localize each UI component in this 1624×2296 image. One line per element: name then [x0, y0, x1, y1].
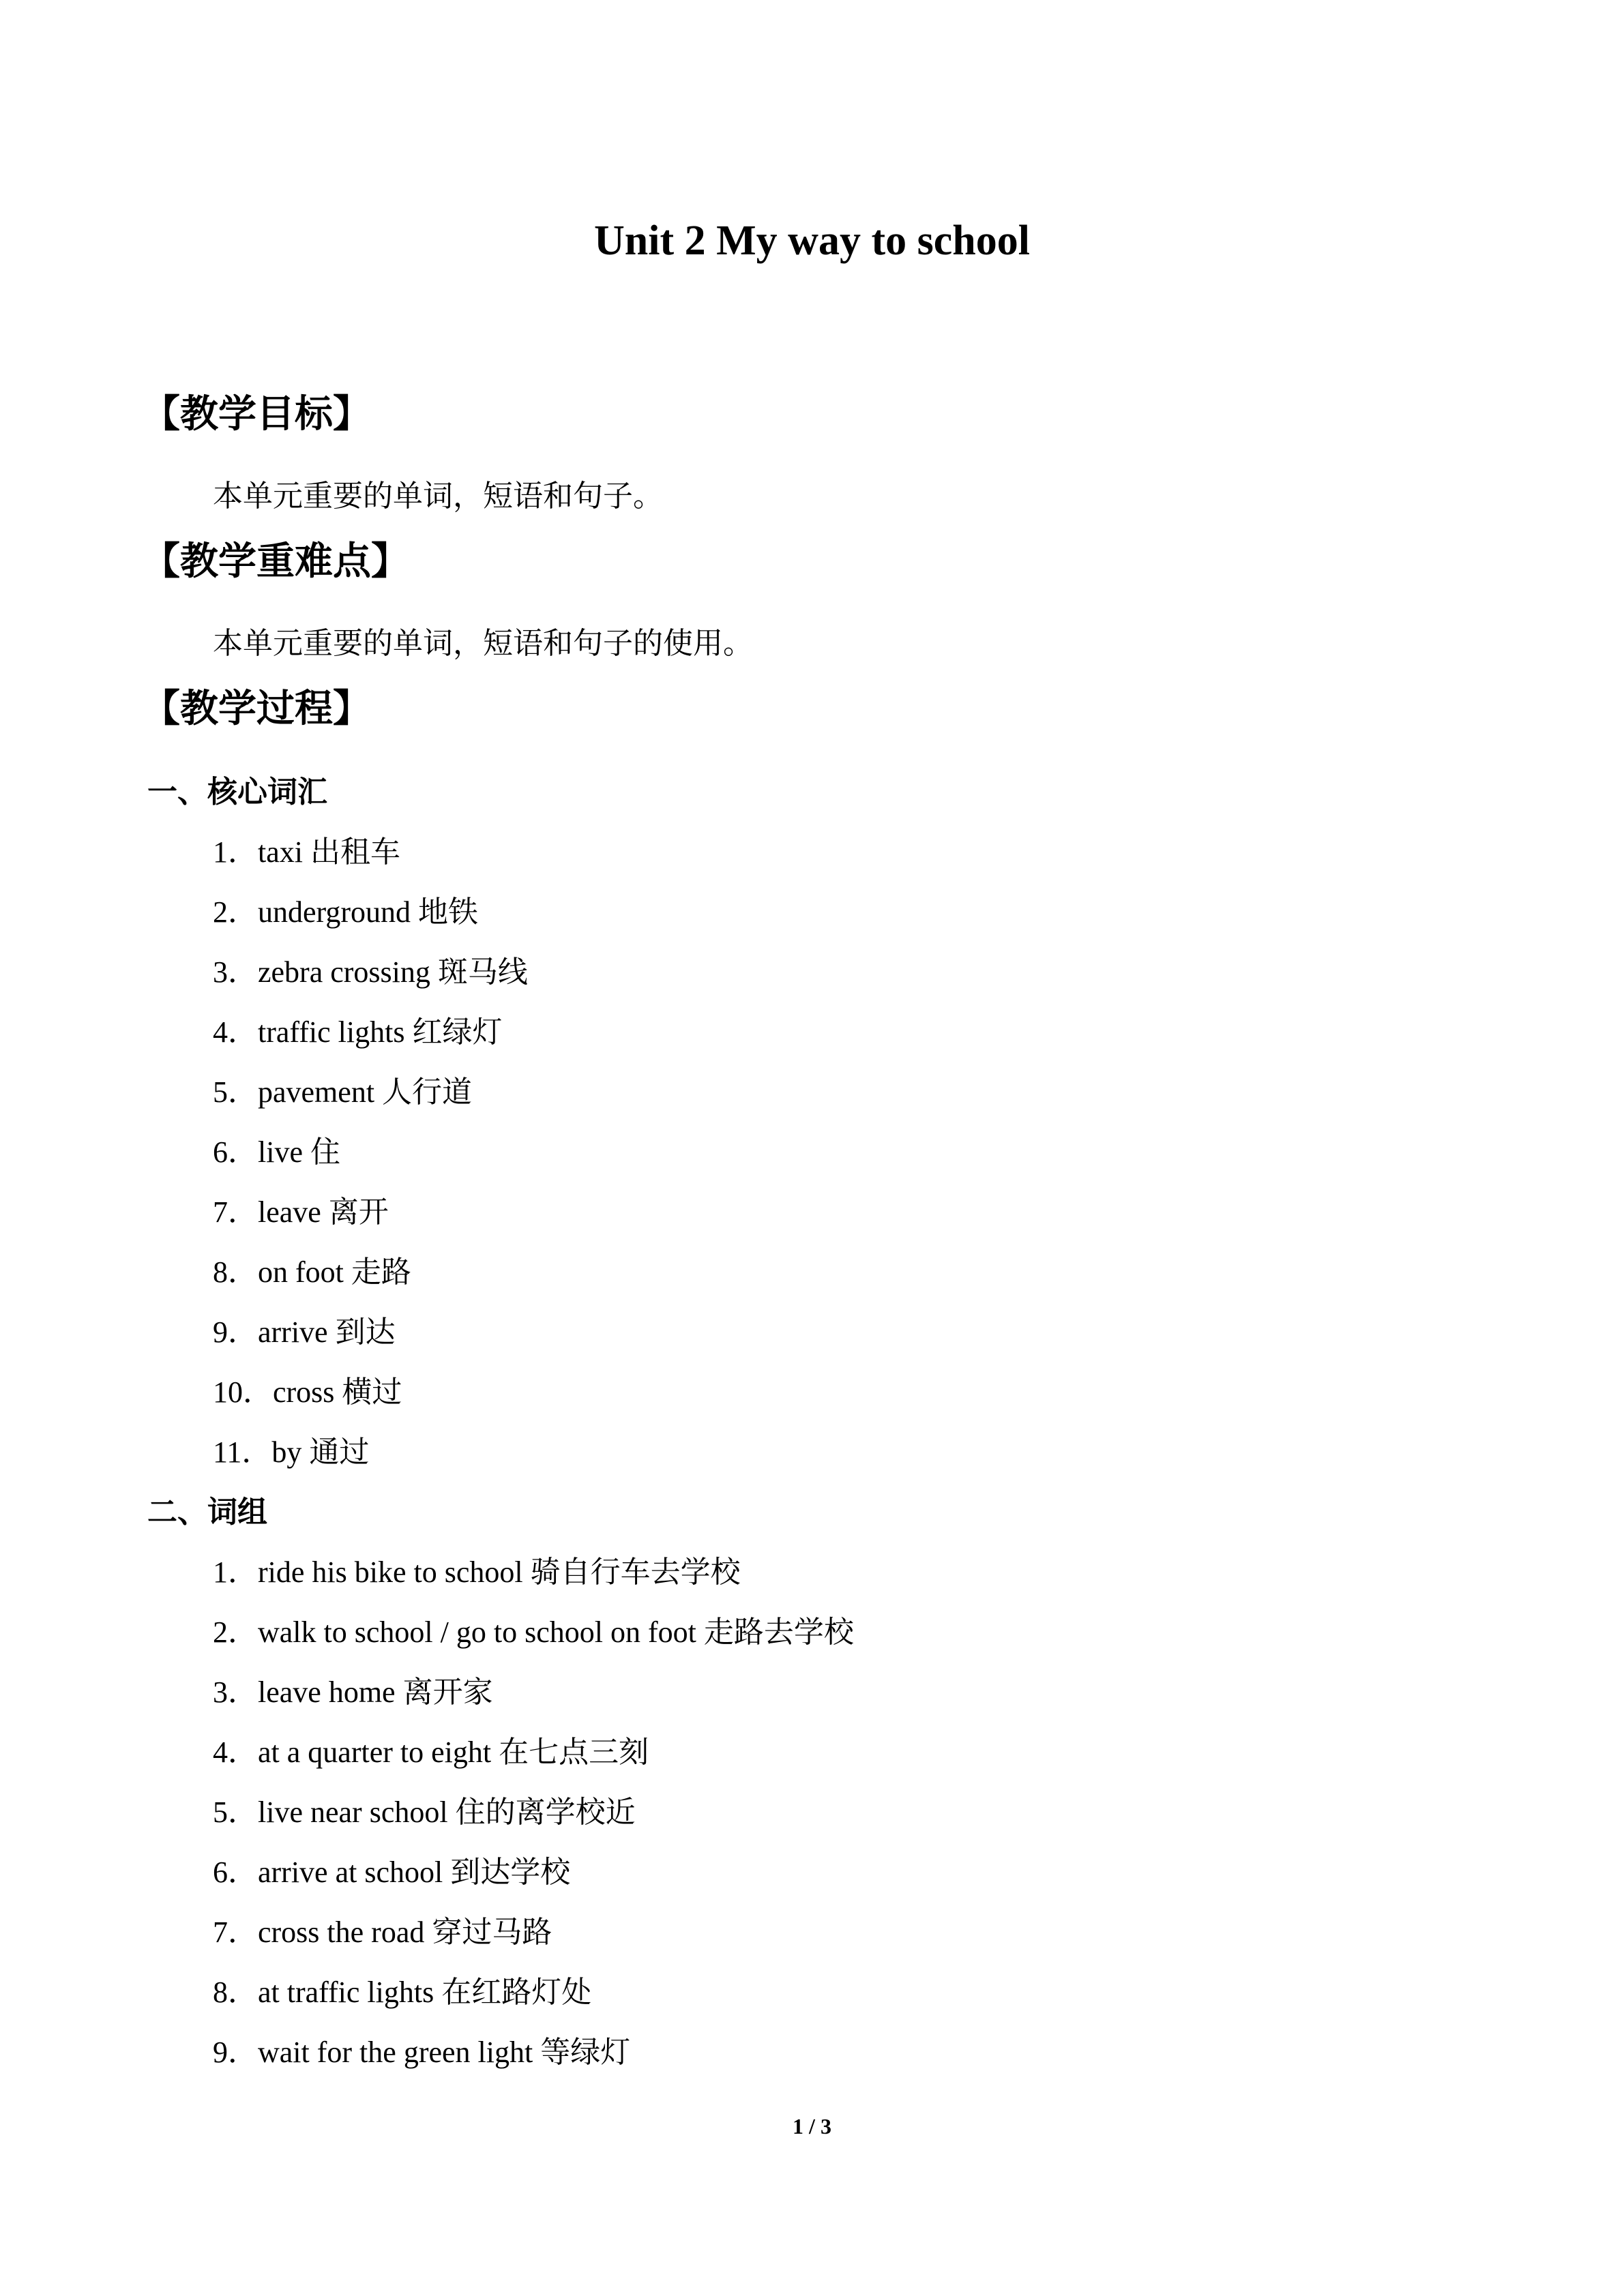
heading-key-points: 【教学重难点】: [142, 539, 409, 584]
list-item: 11．by 通过: [213, 1435, 370, 1469]
list-item: 1．taxi 出租车: [213, 835, 400, 869]
list-item: 10．cross 横过: [213, 1375, 402, 1409]
vocab-heading: 一、核心词汇: [147, 775, 327, 809]
list-item: 4．traffic lights 红绿灯: [213, 1015, 503, 1049]
vocab-list: [213, 831, 528, 1491]
list-item: 8．on foot 走路: [213, 1255, 411, 1289]
list-item: 1．ride his bike to school 骑自行车去学校: [213, 1555, 741, 1589]
document-title: Unit 2 My way to school: [594, 218, 1030, 264]
list-item: 3．leave home 离开家: [213, 1675, 493, 1709]
list-item: 2．underground 地铁: [213, 895, 479, 929]
list-item: 7．leave 离开: [213, 1195, 389, 1229]
objectives-text: 本单元重要的单词，短语和句子。: [213, 479, 663, 513]
list-item: 9．wait for the green light 等绿灯: [213, 2036, 631, 2069]
heading-objectives: 【教学目标】: [142, 392, 371, 436]
list-item: 9．arrive 到达: [213, 1315, 396, 1349]
list-item: 5．pavement 人行道: [213, 1075, 473, 1109]
list-item: 8．at traffic lights 在红路灯处: [213, 1976, 592, 2009]
phrases-heading: 二、词组: [147, 1495, 267, 1530]
list-item: 2．walk to school / go to school on foot 走路去学校: [213, 1615, 854, 1649]
list-item: 4．at a quarter to eight 在七点三刻: [213, 1735, 649, 1769]
list-item: 5．live near school 住的离学校近: [213, 1795, 636, 1829]
list-item: 6．live 住: [213, 1135, 340, 1169]
phrases-list: [213, 1551, 854, 2091]
list-item: 6．arrive at school 到达学校: [213, 1855, 571, 1889]
key-points-text: 本单元重要的单词，短语和句子的使用。: [213, 627, 753, 660]
list-item: 3．zebra crossing 斑马线: [213, 955, 528, 989]
page-number: 1 / 3: [793, 2114, 831, 2138]
heading-process: 【教学过程】: [142, 687, 371, 731]
list-item: 7．cross the road 穿过马路: [213, 1915, 552, 1949]
